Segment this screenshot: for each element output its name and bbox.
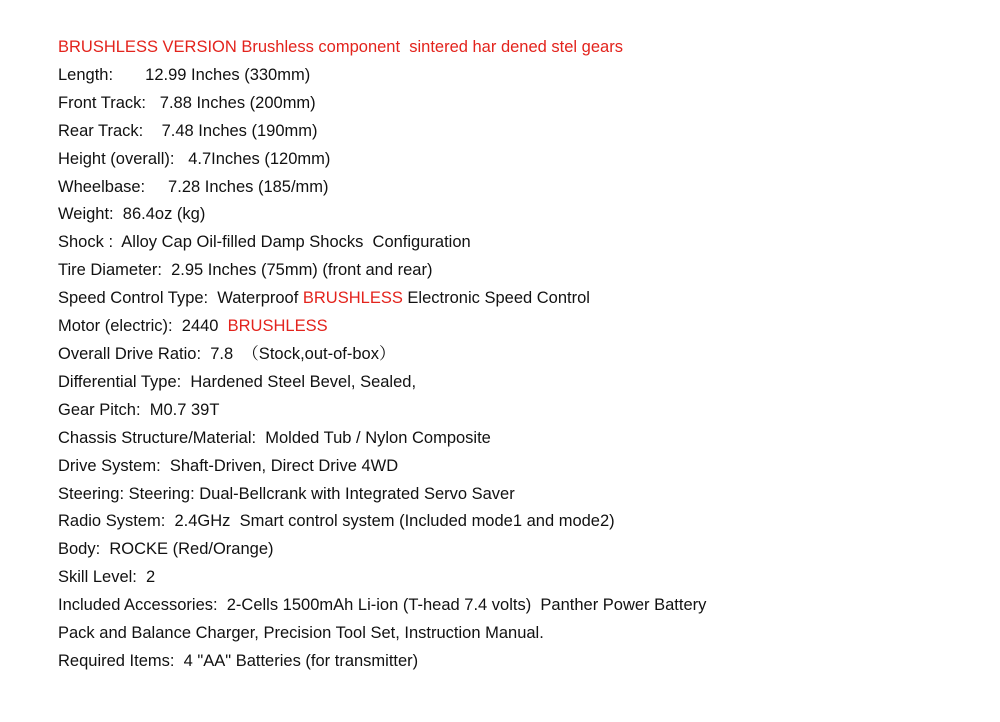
speed-control-highlight: BRUSHLESS [302,289,403,308]
spec-headline: BRUSHLESS VERSION Brushless component sintered har dened stel gears [58,38,623,56]
motor-highlight: BRUSHLESS [227,317,328,336]
spec-length: Length: 12.99 Inches (330mm) [58,65,311,84]
speed-control-suffix: Electronic Speed Control [402,289,590,308]
motor-prefix: Motor (electric): 2440 [58,317,228,336]
spec-radio: Radio System: 2.4GHz Smart control system (Included mode1 and mode2) [58,512,615,531]
speed-control-prefix: Speed Control Type: Waterproof [58,289,303,308]
spec-weight: Weight: 86.4oz (kg) [58,205,206,224]
spec-wheelbase: Wheelbase: 7.28 Inches (185/mm) [58,177,329,196]
spec-chassis: Chassis Structure/Material: Molded Tub / Nylon Composite [58,428,491,447]
spec-required-items: Required Items: 4 "AA" Batteries (for transmitter) [58,651,419,670]
spec-steering: Steering: Steering: Dual-Bellcrank with Integrated Servo Saver [58,484,515,503]
spec-front-track: Front Track: 7.88 Inches (200mm) [58,93,316,112]
spec-accessories-line-1: Included Accessories: 2-Cells 1500mAh Li-ion (T-head 7.4 volts) Panther Power Battery [58,596,707,615]
spec-drive-ratio: Overall Drive Ratio: 7.8 （Stock,out-of-box） [58,344,396,363]
spec-motor [58,313,978,341]
spec-skill-level: Skill Level: 2 [58,568,156,587]
spec-drive-system: Drive System: Shaft-Driven, Direct Drive 4WD [58,456,399,475]
spec-sheet [58,34,978,676]
spec-gear-pitch: Gear Pitch: M0.7 39T [58,400,220,419]
spec-speed-control [58,285,978,313]
spec-rear-track: Rear Track: 7.48 Inches (190mm) [58,121,318,140]
spec-tire-diameter: Tire Diameter: 2.95 Inches (75mm) (front and rear) [58,261,433,280]
spec-body: Body: ROCKE (Red/Orange) [58,540,274,559]
spec-differential: Differential Type: Hardened Steel Bevel, Sealed, [58,372,417,391]
spec-height: Height (overall): 4.7Inches (120mm) [58,149,331,168]
spec-accessories-line-2: Pack and Balance Charger, Precision Tool Set, Instruction Manual. [58,624,544,643]
spec-shock: Shock : Alloy Cap Oil-filled Damp Shocks Configuration [58,233,471,252]
